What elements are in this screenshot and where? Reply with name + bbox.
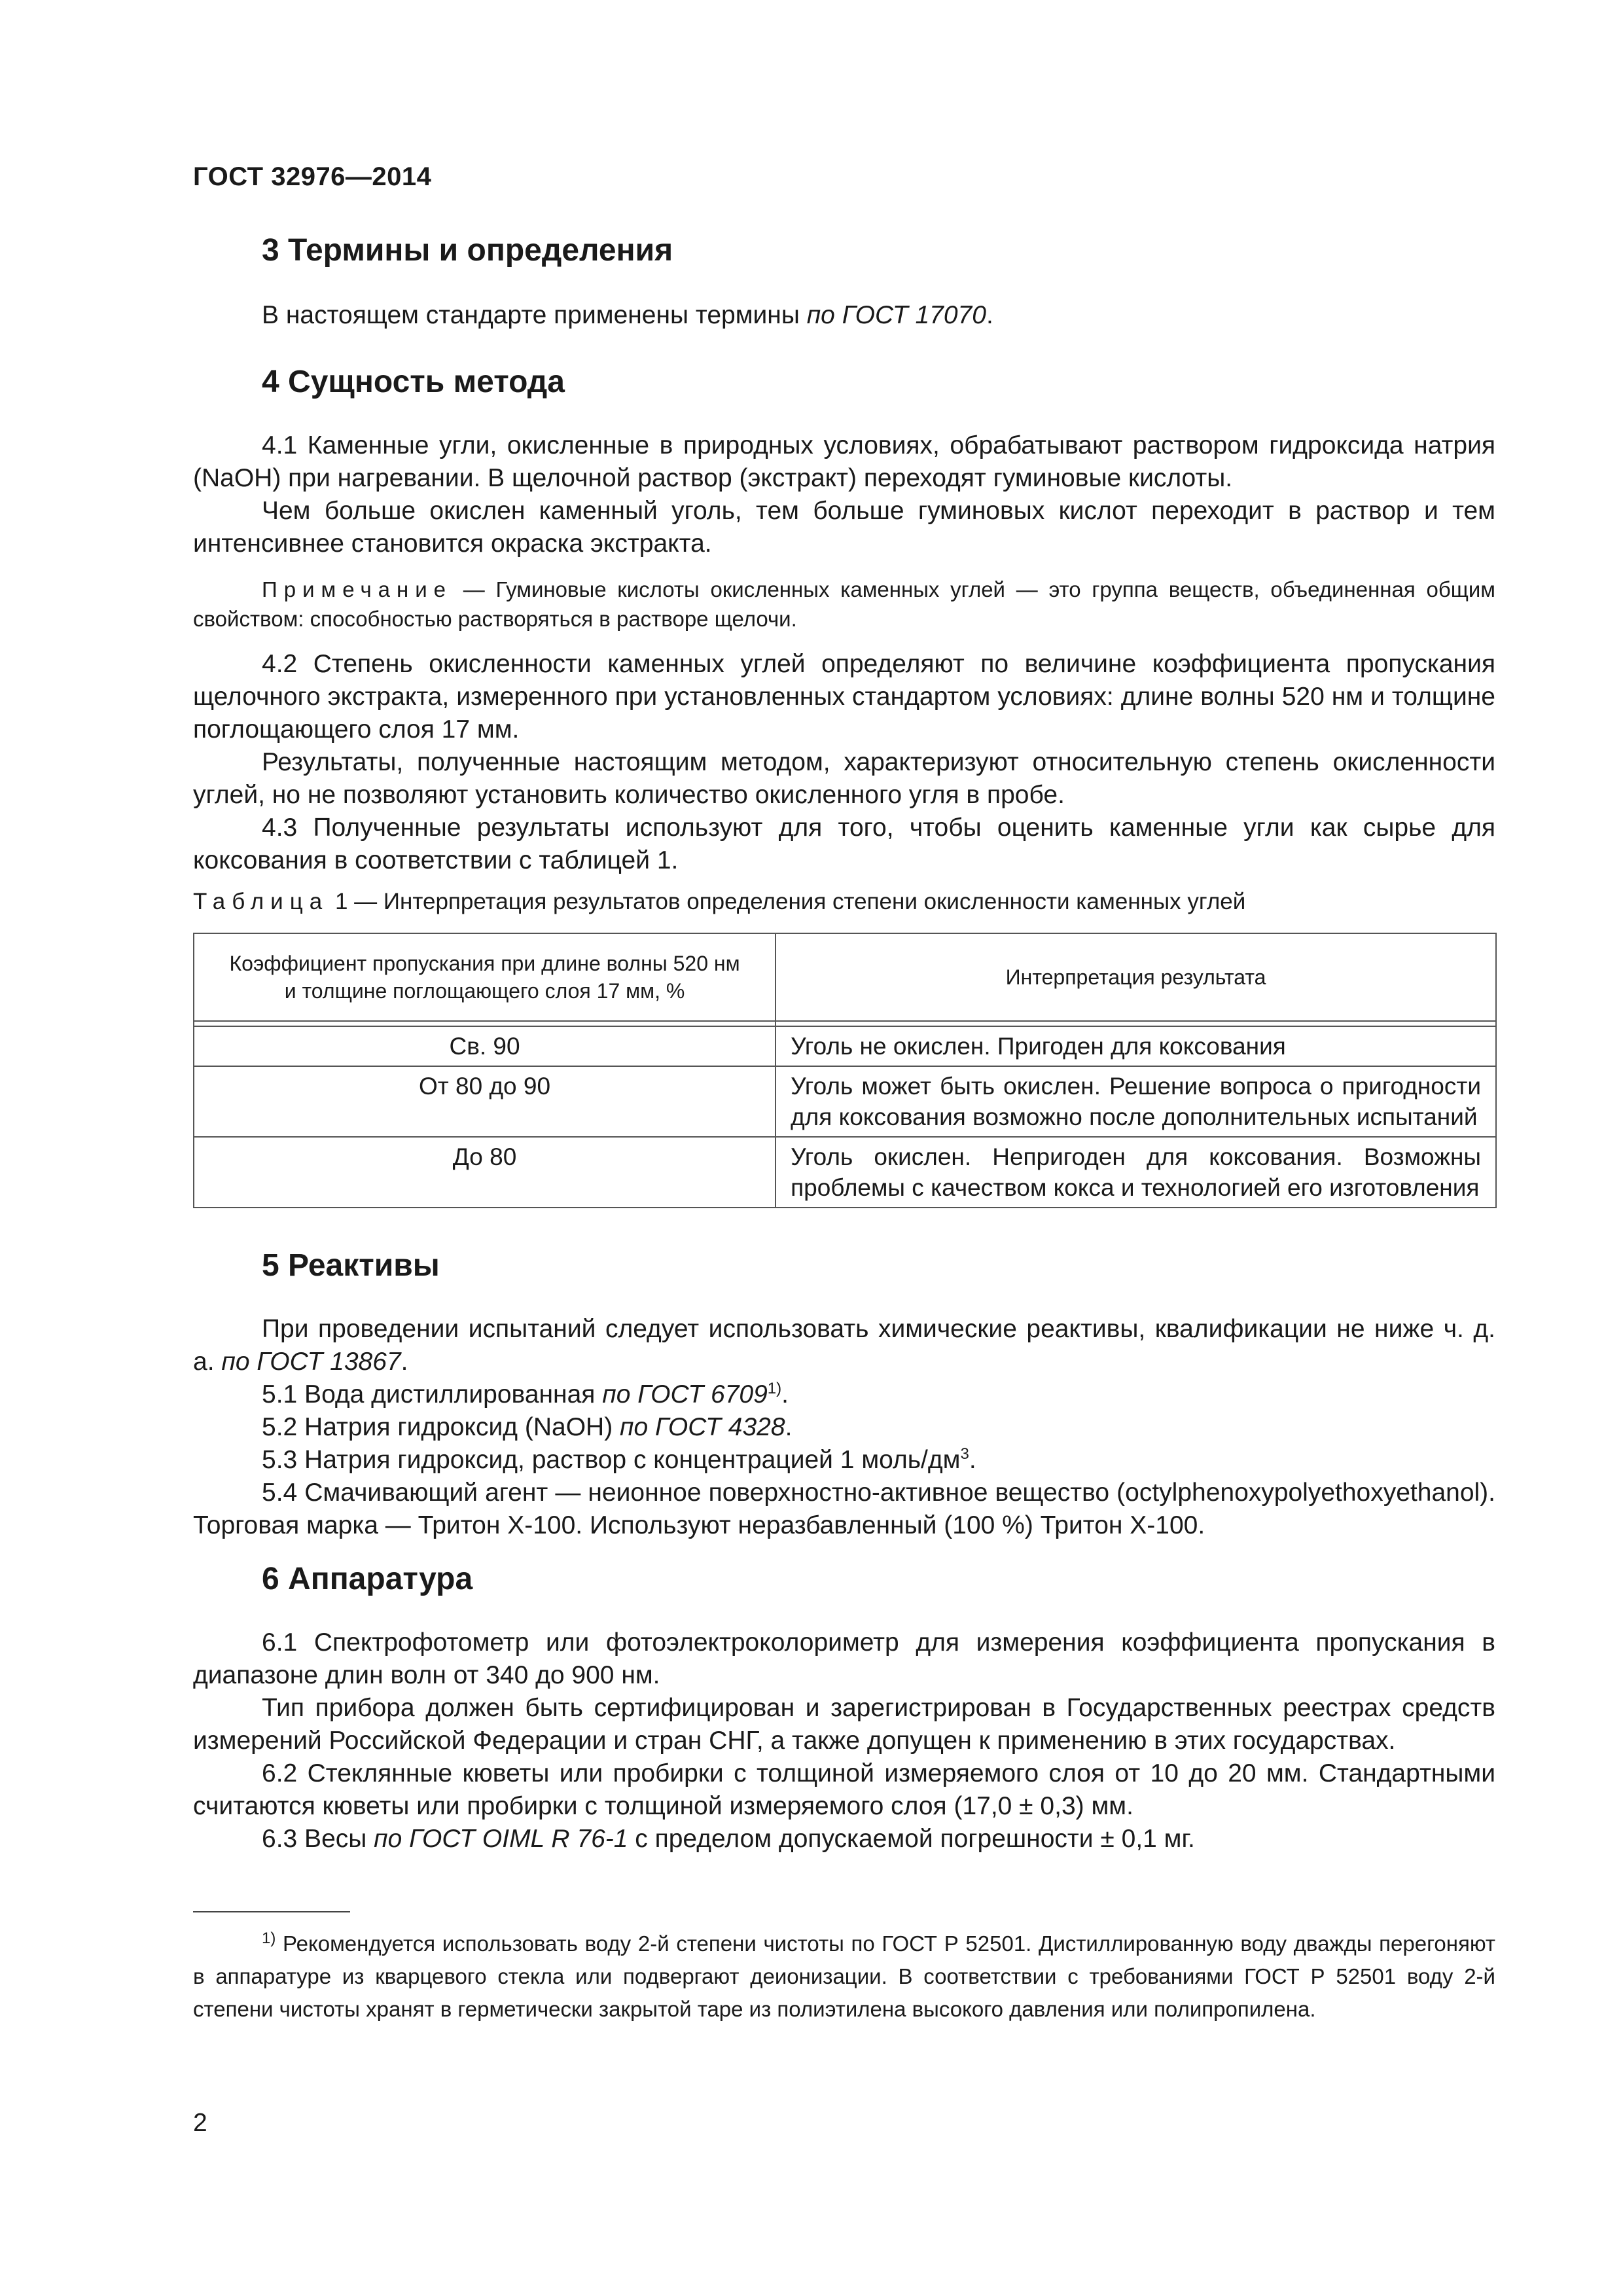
text-run: . xyxy=(401,1348,408,1376)
section-5-intro xyxy=(193,1313,1495,1378)
section-4-body-a xyxy=(193,429,1495,560)
section-4-body-b xyxy=(193,648,1495,877)
text-run: . xyxy=(781,1380,789,1408)
clause-5-2 xyxy=(193,1411,1495,1444)
column-header-interpretation: Интерпретация результата xyxy=(776,933,1496,1021)
standard-reference: по ГОСТ 17070 xyxy=(806,301,986,329)
footnote-marker: 1) xyxy=(262,1929,276,1947)
text-run: . xyxy=(986,301,993,329)
note-paragraph xyxy=(193,575,1495,634)
clause-6-1: 6.1 Спектрофотометр или фотоэлектроколориметр для измерения коэффициента пропускания в диапазоне длин волн от 340 до 900 нм. xyxy=(193,1628,1495,1689)
clause-6-3 xyxy=(193,1823,1495,1856)
text-run: . xyxy=(785,1413,793,1441)
footnote-separator xyxy=(193,1911,350,1912)
clause-5-4: 5.4 Смачивающий агент — неионное поверхностно-активное вещество (octylphenoxypolyethoxyethanol). Торговая марка — Тритон X-100. Используют неразбавленный (100 %) Тритон X-100. xyxy=(193,1479,1495,1539)
table-cell-interpretation: Уголь может быть окислен. Решение вопроса о пригодности для коксования возможно после дополнительных испытаний xyxy=(776,1066,1496,1137)
table-header-separator xyxy=(194,1021,1496,1026)
table-cell-value: От 80 до 90 xyxy=(194,1066,776,1137)
page-number: 2 xyxy=(193,2109,207,2137)
clause-4-3: 4.3 Полученные результаты используют для того, чтобы оценить каменные угли как сырье для коксования в соответствии с таблицей 1. xyxy=(193,814,1495,874)
text-run: В настоящем стандарте применены термины xyxy=(262,301,807,329)
standard-reference: по ГОСТ 4328 xyxy=(620,1413,785,1441)
table-cell-interpretation: Уголь не окислен. Пригоден для коксования xyxy=(776,1026,1496,1066)
clause-4-2: 4.2 Степень окисленности каменных углей определяют по величине коэффициента пропускания щелочного экстракта, измеренного при установленных стандартом условиях: длине волны 520 нм и толщине поглощающего слоя 17 мм. xyxy=(193,650,1495,744)
table-caption-text: 1 — Интерпретация результатов определения степени окисленности каменных углей xyxy=(329,889,1246,914)
footnote-paragraph xyxy=(193,1928,1495,2026)
clause-5-1 xyxy=(193,1378,1495,1411)
text-run: При проведении испытаний следует использовать химические реактивы, квалификации не ниже ч. д. а. xyxy=(193,1315,1495,1376)
clause-4-1-continued: Чем больше окислен каменный уголь, тем больше гуминовых кислот переходит в раствор и тем интенсивнее становится окраска экстракта. xyxy=(193,497,1495,558)
table-row xyxy=(194,1026,1496,1066)
table-caption-label: Таблица xyxy=(193,889,329,914)
text-run: . xyxy=(969,1446,976,1474)
section-6-body xyxy=(193,1626,1495,1856)
section-5-body xyxy=(193,1313,1495,1542)
column-header-transmittance xyxy=(194,933,776,1021)
text-run: 5.2 Натрия гидроксид (NaOH) xyxy=(262,1413,620,1441)
section-3-title: 3 Термины и определения xyxy=(262,233,673,268)
standard-reference: по ГОСТ 13867 xyxy=(221,1348,401,1376)
section-3-paragraph xyxy=(193,299,1495,332)
section-3-body xyxy=(193,299,1495,332)
text-run: с пределом допускаемой погрешности ± 0,1 мг. xyxy=(628,1825,1195,1853)
standard-reference: по ГОСТ OIML R 76-1 xyxy=(374,1825,628,1853)
interpretation-table xyxy=(193,933,1497,1208)
document-id: ГОСТ 32976—2014 xyxy=(193,162,432,191)
table-header-row xyxy=(194,933,1496,1021)
table-cell-value: До 80 xyxy=(194,1137,776,1208)
text-run: 5.3 Натрия гидроксид, раствор с концентрацией 1 моль/дм xyxy=(262,1446,961,1474)
clause-6-2: 6.2 Стеклянные кюветы или пробирки с толщиной измеряемого слоя от 10 до 20 мм. Стандартными считаются кюветы или пробирки с толщиной измеряемого слоя (17,0 ± 0,3) мм. xyxy=(193,1759,1495,1820)
clause-4-2-continued: Результаты, полученные настоящим методом, характеризуют относительную степень окисленности углей, но не позволяют установить количество окисленного угля в пробе. xyxy=(193,748,1495,809)
superscript: 3 xyxy=(960,1445,969,1463)
clause-4-1: 4.1 Каменные угли, окисленные в природных условиях, обрабатывают раствором гидроксида натрия (NaOH) при нагревании. В щелочной раствор (экстракт) переходят гуминовые кислоты. xyxy=(193,431,1495,492)
table-row xyxy=(194,1066,1496,1137)
section-4-title: 4 Сущность метода xyxy=(262,365,565,399)
table-row xyxy=(194,1137,1496,1208)
note-label: Примечание xyxy=(262,577,453,601)
section-5-title: 5 Реактивы xyxy=(262,1248,440,1283)
clause-5-3 xyxy=(193,1444,1495,1477)
header-line: Коэффициент пропускания при длине волны 520 нм xyxy=(229,952,740,975)
table-cell-value: Св. 90 xyxy=(194,1026,776,1066)
text-run: 5.1 Вода дистиллированная xyxy=(262,1380,603,1408)
footnote-text: Рекомендуется использовать воду 2-й степени чистоты по ГОСТ Р 52501. Дистиллированную воду дважды перегоняют в аппаратуре из кварцевого стекла или подвергают деионизации. В соответствии с требованиями ГОСТ Р 52501 воду 2-й степени чистоты хранят в герметически закрытой таре из полиэтилена высокого давления или полипропилена. xyxy=(193,1931,1495,2021)
footnote-marker: 1) xyxy=(767,1380,782,1397)
note-text: — Гуминовые кислоты окисленных каменных углей — это группа веществ, объединенная общим свойством: способностью растворяться в растворе щелочи. xyxy=(193,577,1495,631)
section-6-title: 6 Аппаратура xyxy=(262,1562,473,1596)
note-block xyxy=(193,575,1495,634)
standard-reference: по ГОСТ 6709 xyxy=(602,1380,768,1408)
table-caption xyxy=(193,889,1245,915)
table-cell-interpretation: Уголь окислен. Непригоден для коксования. Возможны проблемы с качеством кокса и технологией его изготовления xyxy=(776,1137,1496,1208)
clause-6-1-continued: Тип прибора должен быть сертифицирован и зарегистрирован в Государственных реестрах средств измерений Российской Федерации и стран СНГ, а также допущен к применению в этих государствах. xyxy=(193,1694,1495,1755)
header-line: и толщине поглощающего слоя 17 мм, % xyxy=(284,979,685,1003)
text-run: 6.3 Весы xyxy=(262,1825,374,1853)
footnote xyxy=(193,1928,1495,2026)
